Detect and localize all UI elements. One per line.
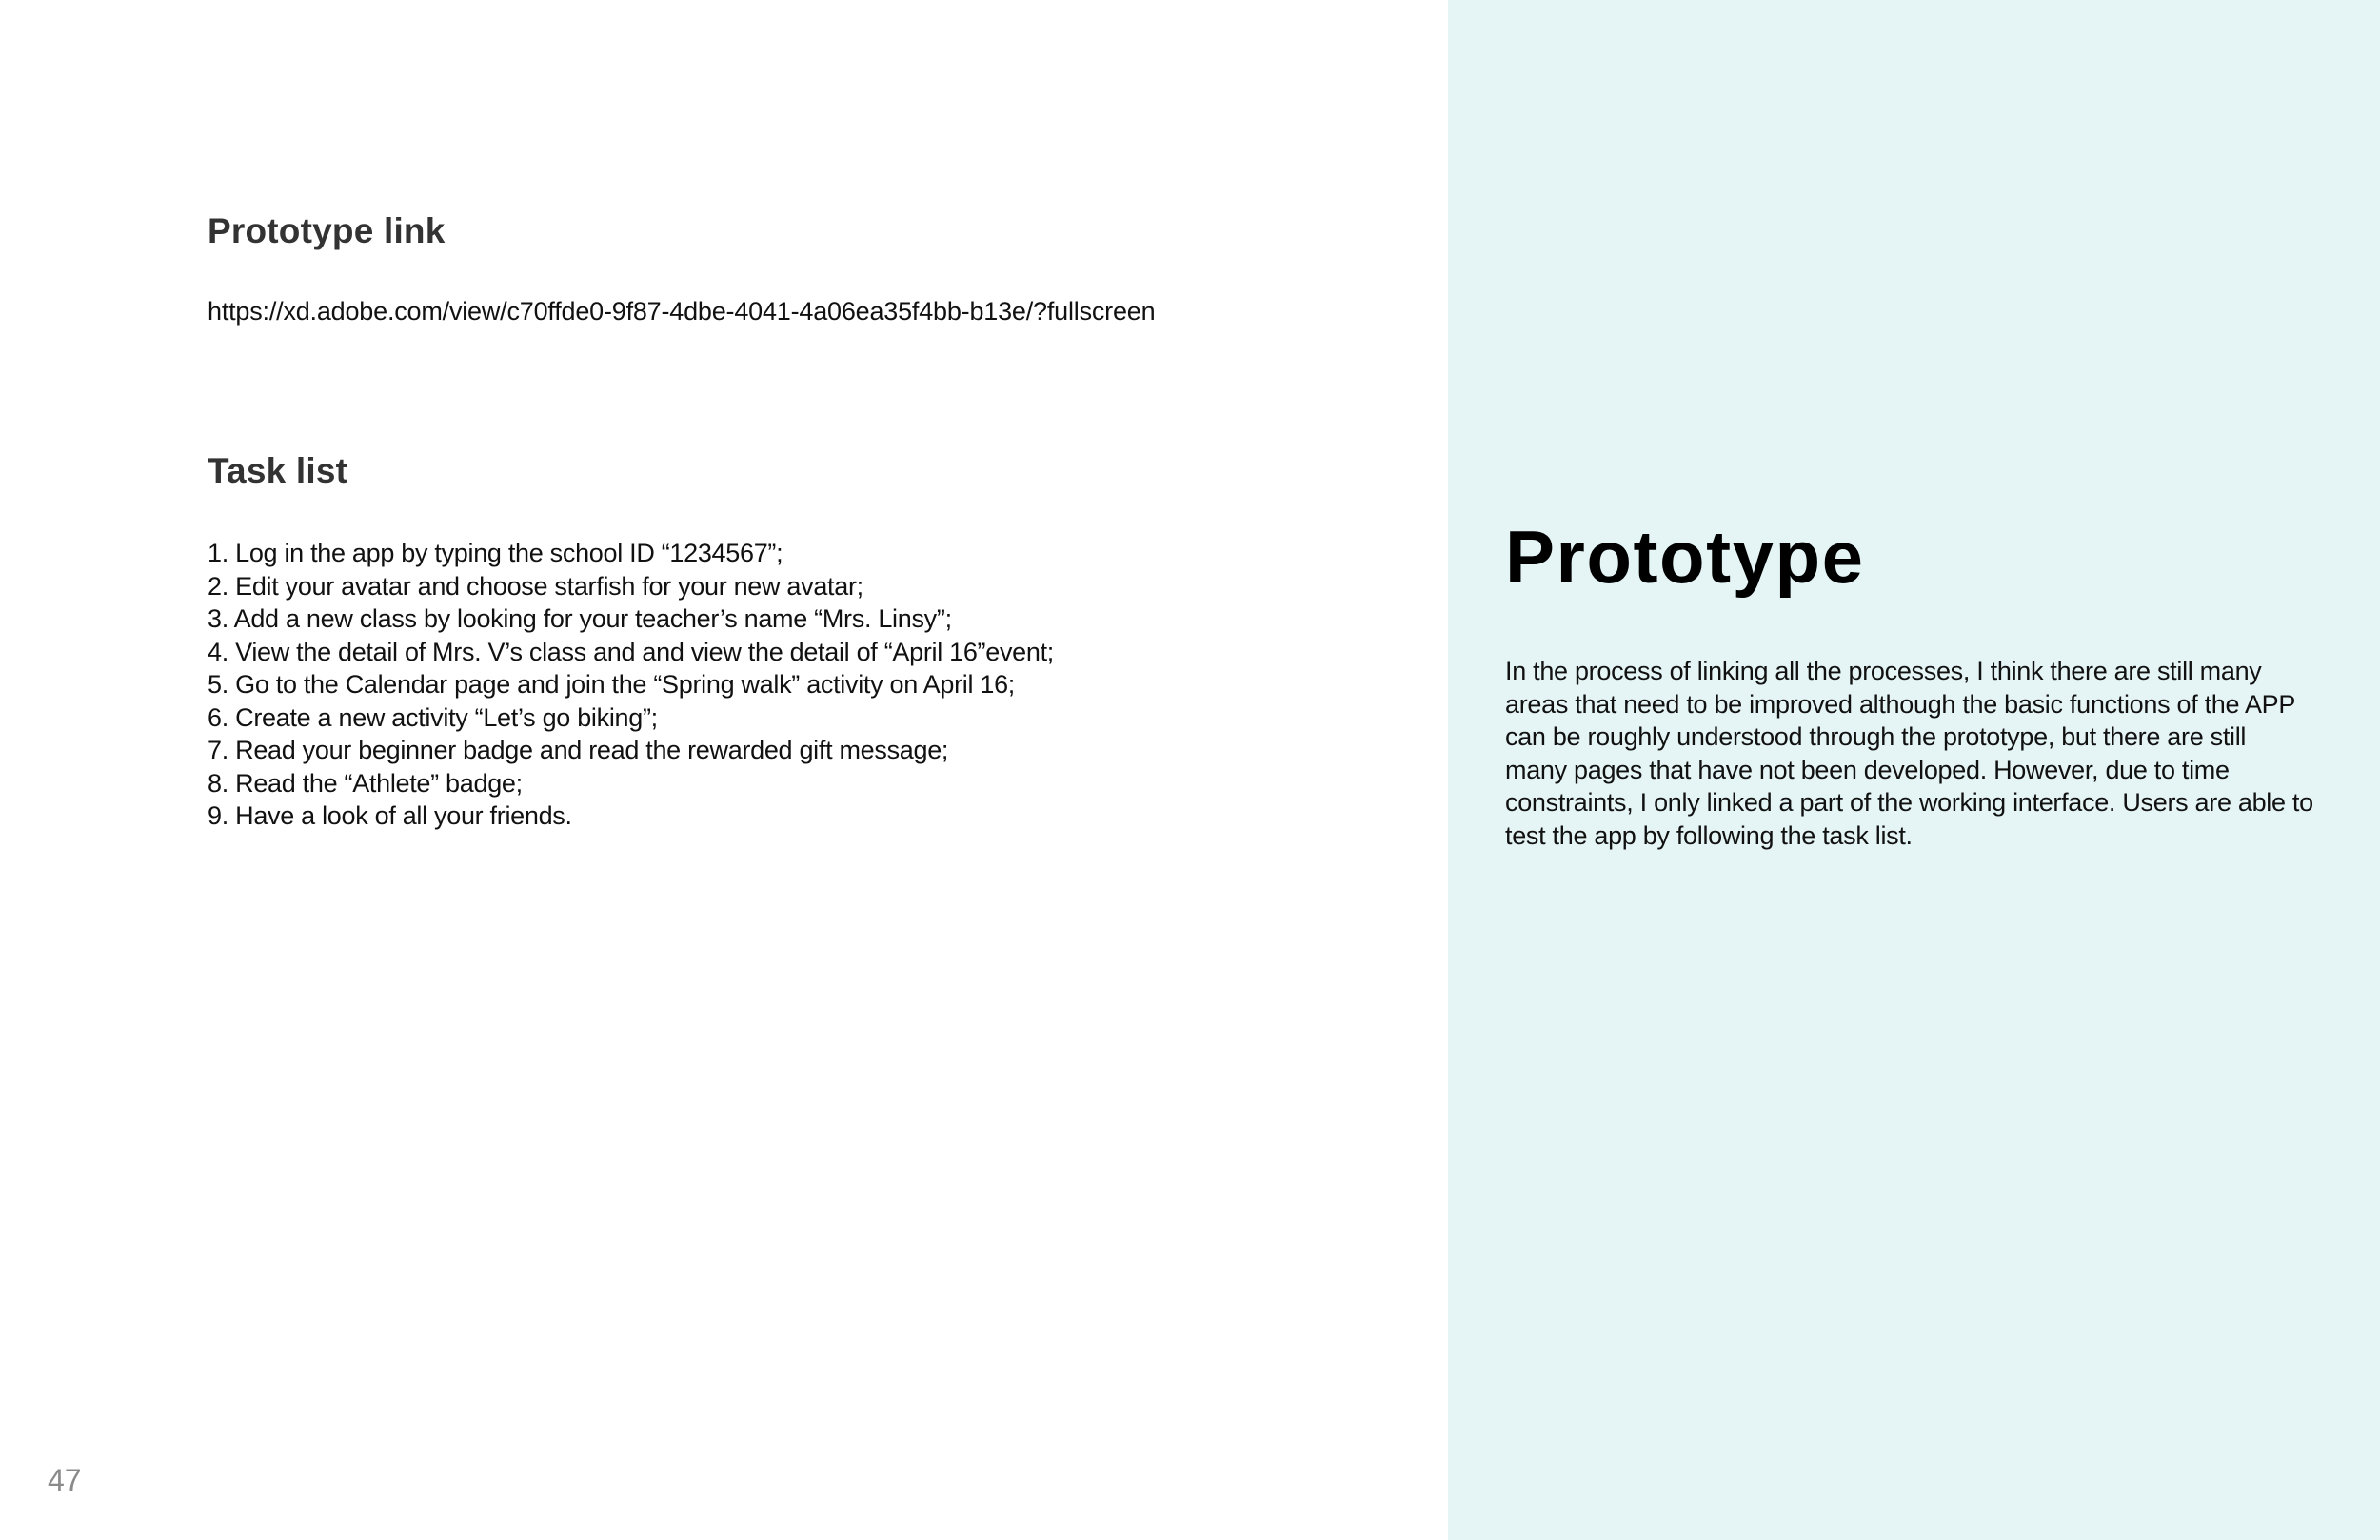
task-item-6: 6. Create a new activity “Let’s go biking”; xyxy=(208,702,658,732)
task-list xyxy=(208,537,1054,833)
prototype-link-url[interactable]: https://xd.adobe.com/view/c70ffde0-9f87-4dbe-4041-4a06ea35f4bb-b13e/?fullscreen xyxy=(208,297,1156,326)
task-item-8: 8. Read the “Athlete” badge; xyxy=(208,768,523,798)
panel-title: Prototype xyxy=(1505,515,1865,599)
task-item-9: 9. Have a look of all your friends. xyxy=(208,801,572,830)
task-item-4: 4. View the detail of Mrs. V’s class and and view the detail of “April 16”event; xyxy=(208,637,1054,666)
task-item-1: 1. Log in the app by typing the school ID “1234567”; xyxy=(208,539,783,567)
prototype-link-heading: Prototype link xyxy=(208,211,446,250)
prototype-summary-panel xyxy=(1448,0,2380,1540)
page-number: 47 xyxy=(48,1463,82,1497)
task-item-2: 2. Edit your avatar and choose starfish for your new avatar; xyxy=(208,571,863,601)
task-list-heading: Task list xyxy=(208,451,348,490)
task-item-7: 7. Read your beginner badge and read the rewarded gift message; xyxy=(208,736,949,764)
task-item-3: 3. Add a new class by looking for your teacher’s name “Mrs. Linsy”; xyxy=(208,604,952,633)
panel-body-text: In the process of linking all the processes, I think there are still many areas that need to be improved although the basic functions of the APP can be roughly understood through the prototype, but there are still many pages that have not been developed. However, due to time constraints, I only linked a part of the working interface. Users are able to test the app by following the task list. xyxy=(1505,657,2313,850)
task-item-5: 5. Go to the Calendar page and join the “Spring walk” activity on April 16; xyxy=(208,670,1016,699)
